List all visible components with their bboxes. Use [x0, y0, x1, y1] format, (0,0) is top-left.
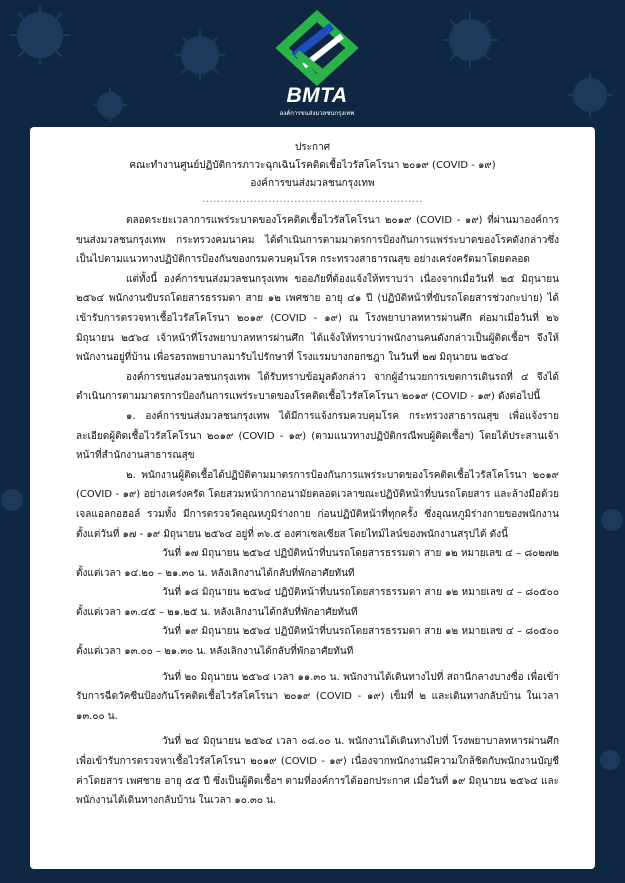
bmta-emblem-icon [262, 8, 372, 88]
header-line-1: ประกาศ [294, 142, 331, 153]
paragraph: ๑. องค์การขนส่งมวลชนกรุงเทพ ได้มีการแจ้งกรมควบคุมโรค กระทรวงสาธารณสุข เพื่อแจ้งรายละเอียดผู้ติดเชื้อไวรัสโคโรนา ๒๐๑๙ (COVID - ๑๙) (ตามแนวทางปฏิบัติกรณีพบผู้ติดเชื้อฯ) โดยได้ประสานเจ้าหน้าที่สำนักงานสาธารณสุข [76, 410, 559, 462]
announcement-header [30, 139, 595, 193]
paragraph: ๒. พนักงานผู้ติดเชื้อได้ปฏิบัติตามมาตรการป้องกันการแพร่ระบาดของโรคติดเชื้อไวรัสโคโรนา ๒๐๑๙ (COVID - ๑๙) อย่างเคร่งครัด โดยสวมหน้ากากอนามัยตลอดเวลาขณะปฏิบัติหน้าที่บนรถโดยสาร และล้างมือด้วยเจลแอลกอฮอล์ รวมทั้ง มีการตรวจวัดอุณหภูมิร่างกาย ก่อนปฏิบัติหน้าที่ทุกครั้ง ซึ่งอุณหภูมิร่างกายของพนักงาน ตั้งแต่วันที่ ๑๗ - ๑๙ มิถุนายน ๒๕๖๔ อยู่ที่ ๓๖.๕ องศาเซลเซียส โดยไทม์ไลน์ของพนักงานสรุปได้ ดังนี้ [76, 469, 559, 540]
announcement-body [30, 211, 595, 811]
virus-icon [93, 88, 127, 122]
paragraph: ตลอดระยะเวลาการแพร่ระบาดของโรคติดเชื้อไวรัสโคโรนา ๒๐๑๙ (COVID - ๑๙) ที่ผ่านมาองค์การขนส่งมวลชนกรุงเทพ กระทรวงคมนาคม ได้ดำเนินการตามมาตรการป้องกันการแพร่ระบาดของโรคดังกล่าวซึ่งเป็นไปตามแนวทางปฏิบัติการป้องกันของกรมควบคุมโรค กระทรวงสาธารณสุข อย่างเคร่งครัดมาโดยตลอด [76, 215, 559, 266]
virus-icon [10, 5, 70, 65]
timeline-item: วันที่ ๒๔ มิถุนายน ๒๕๖๔ เวลา ๐๘.๐๐ น. พนักงานได้เดินทางไปที่ โรงพยาบาลทหารผ่านศึก เพื่อเข้ารับการตรวจหาเชื้อไวรัสโคโรนา ๒๐๑๙ (COVID - ๑๙) เนื่องจากพนักงานมีความใกล้ชิดกับพนักงานบัญชีค่าโดยสาร เพศชาย อายุ ๕๕ ปี ซึ่งเป็นผู้ติดเชื้อฯ ตามที่องค์การได้ออกประกาศ เมื่อวันที่ ๑๙ มิถุนายน ๒๕๖๔ และพนักงานได้เดินทางกลับบ้าน ในเวลา ๑๐.๓๐ น. [76, 736, 559, 807]
header-line-2: คณะทำงานศูนย์ปฏิบัติการภาวะฉุกเฉินโรคติดเชื้อไวรัสโคโรนา ๒๐๑๙ (COVID - ๑๙) [129, 160, 496, 171]
paragraph: องค์การขนส่งมวลชนกรุงเทพ ได้รับทราบข้อมูลดังกล่าว จากผู้อำนวยการเขตการเดินรถที่ ๔ จึงได้ดำเนินการตามมาตรการป้องกันการแพร่ระบาดของโรคติดเชื้อไวรัสโคโรนา ๒๐๑๙ (COVID - ๑๙) ดังต่อไปนี้ [76, 371, 559, 403]
timeline-item: วันที่ ๑๗ มิถุนายน ๒๕๖๔ ปฏิบัติหน้าที่บนรถโดยสารธรรมดา สาย ๑๒ หมายเลข ๔ – ๘๐๒๗๒ ตั้งแต่เวลา ๑๔.๒๐ – ๒๑.๓๐ น. หลังเลิกงานได้กลับที่พักอาศัยทันที [76, 548, 559, 579]
virus-icon [568, 73, 612, 117]
virus-icon [442, 12, 498, 68]
virus-icon [175, 30, 225, 80]
announcement-paper [30, 127, 595, 869]
timeline-item: วันที่ ๒๐ มิถุนายน ๒๕๖๔ เวลา ๑๑.๓๐ น. พนักงานได้เดินทางไปที่ สถานีกลางบางซื่อ เพื่อเข้ารับการฉีดวัคซีนป้องกันโรคติดเชื้อไวรัสโคโรนา ๒๐๑๙ (COVID - ๑๙) เข็มที่ ๒ และเดินทางกลับบ้าน ในเวลา ๑๓.๐๐ น. [76, 671, 559, 722]
logo-text: BMTA [286, 84, 348, 107]
timeline-item: วันที่ ๑๙ มิถุนายน ๒๕๖๔ ปฏิบัติหน้าที่บนรถโดยสารธรรมดา สาย ๑๒ หมายเลข ๔ – ๘๐๕๐๐ ตั้งแต่เวลา ๑๓.๐๐ – ๒๑.๓๐ น. หลังเลิกงานได้กลับที่พักอาศัยทันที [76, 626, 559, 658]
logo-subtext: องค์การขนส่งมวลชนกรุงเทพ [279, 110, 355, 117]
paragraph: แต่ทั้งนี้ องค์การขนส่งมวลชนกรุงเทพ ขออภัยที่ต้องแจ้งให้ทราบว่า เนื่องจากเมื่อวันที่ ๒๕ มิถุนายน ๒๕๖๔ พนักงานขับรถโดยสารธรรมดา สาย ๑๒ เพศชาย อายุ ๔๑ ปี (ปฏิบัติหน้าที่ขับรถโดยสารช่วงกะบ่าย) ได้เข้ารับการตรวจหาเชื้อไวรัสโคโรนา ๒๐๑๙ (COVID - ๑๙) ณ โรงพยาบาลทหารผ่านศึก ต่อมาเมื่อวันที่ ๒๖ มิถุนายน ๒๕๖๔ เจ้าหน้าที่โรงพยาบาลทหารผ่านศึก ได้แจ้งให้ทราบว่าพนักงานคนดังกล่าวเป็นผู้ติดเชื้อฯ จึงให้พนักงานอยู่ที่บ้าน เพื่อรอรถพยาบาลมารับไปรักษาที่ โรงแรมบางกอกชฎา ในวันที่ ๒๗ มิถุนายน ๒๕๖๔ [76, 273, 559, 364]
bmta-logo [262, 8, 372, 120]
timeline-item: วันที่ ๑๘ มิถุนายน ๒๕๖๔ ปฏิบัติหน้าที่บนรถโดยสารธรรมดา สาย ๑๒ หมายเลข ๔ – ๘๐๕๐๐ ตั้งแต่เวลา ๑๓.๔๕ – ๒๑.๒๕ น. หลังเลิกงานได้กลับที่พักอาศัยทันที [76, 587, 559, 618]
header-divider: ............................................................ [202, 194, 423, 205]
header-line-3: องค์การขนส่งมวลชนกรุงเทพ [250, 178, 375, 189]
